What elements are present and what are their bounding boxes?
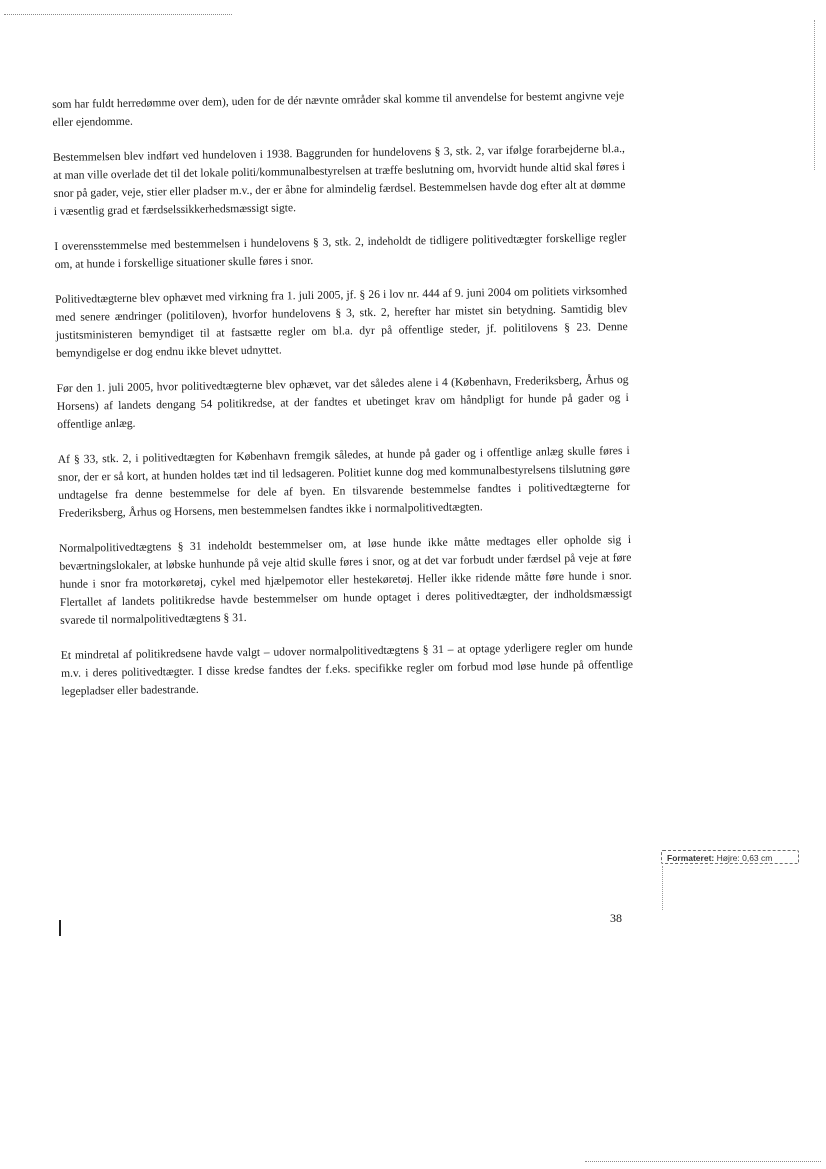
paragraph: Politivedtægterne blev ophævet med virkning fra 1. juli 2005, jf. § 26 i lov nr. 444 af 9. juni 2004 om politiets virksomhed med senere ændringer (politiloven), hvorfor hundelovens § 3, stk. 2, herefter har mistet sin betydning. Samtidig blev justitsministeren bemyndiget til at fastsætte regler om bl.a. dyr på offentlige steder, jf. politilovens § 23. Denne bemyndigelse er dog endnu ikke blevet udnyttet.: [55, 283, 628, 360]
paragraph: som har fuldt herredømme over dem), uden for de dér nævnte områder skal komme til anvendelse for bestemt angivne veje eller ejendomme.: [52, 89, 625, 129]
page-number: 38: [610, 911, 622, 925]
scan-artifact-right: [814, 20, 815, 170]
paragraph: Af § 33, stk. 2, i politivedtægten for København fremgik således, at hunde på gader og i offentlige anlæg skulle føres i snor, der er så kort, at hunden holdes tæt ind til ledsageren. Politiet kunne dog med kommunalbestyrelsens tilslutning gøre undtagelse fra denne bestemmelse for dele af byen. En tilsvarende bestemmelse fandtes i politivedtægterne for Frederiksberg, Århus og Horsens, men bestemmelsen fandtes ikke i normalpolitivedtægten.: [57, 443, 631, 520]
paragraph: Et mindretal af politikredsene havde valgt – udover normalpolitivedtægtens § 31 – at optage yderligere regler om hunde m.v. i deres politivedtægter. I disse kredse fandtes der f.eks. specifikke regler om forbud mod løse hunde på offentlige legepladser eller badestrande.: [60, 639, 634, 698]
paragraph: I overensstemmelse med bestemmelsen i hundelovens § 3, stk. 2, indeholdt de tidligere politivedtægter forskellige regler om, at hunde i forskellige situationer skulle føres i snor.: [54, 230, 627, 271]
paragraph: Normalpolitivedtægtens § 31 indeholdt bestemmelser om, at løse hunde ikke måtte medtages eller opholde sig i beværtningslokaler, at løbske hunhunde på veje altid skulle føres i snor, og at det var forbudt under færdsel på veje at føre hunde i snor fra motorkøretøj, cykel med hjælpemotor eller hestekøretøj. Heller ikke ridende måtte føre hunde i snor. Flertallet af landets politikredse havde bestemmelser om hunde optaget i deres politivedtægter, der indholdsmæssigt svarede til normalpolitivedtægtens § 31.: [59, 532, 632, 627]
document-body: [52, 87, 634, 718]
text-cursor-mark: [59, 920, 61, 936]
format-comment-balloon: [661, 850, 799, 864]
format-comment-label: Formateret:: [667, 853, 715, 863]
paragraph: Bestemmelsen blev indført ved hundeloven i 1938. Baggrunden for hundelovens § 3, stk. 2, var ifølge forarbejderne bl.a., at man ville overlade det til det lokale politi/kommunalbestyrelsen at træffe beslutning om, hvorvidt hunde altid skal føres i snor på gader, veje, stier eller pladser m.v., der er åbne for almindelig færdsel. Bestemmelsen havde dog efter alt at dømme i væsentlig grad et færdselssikkerhedsmæssigt sigte.: [52, 142, 626, 218]
comment-connector-line: [626, 866, 663, 910]
scan-artifact-top: [4, 14, 232, 15]
scan-artifact-bottom: [585, 1161, 821, 1162]
format-comment-value: Højre: 0,63 cm: [716, 853, 773, 863]
paragraph: Før den 1. juli 2005, hvor politivedtægterne blev ophævet, var det således alene i 4 (København, Frederiksberg, Århus og Horsens) af landets dengang 54 politikredse, at der fandtes et ubetinget krav om håndpligt for hunde på gader og i offentlige anlæg.: [56, 372, 629, 431]
